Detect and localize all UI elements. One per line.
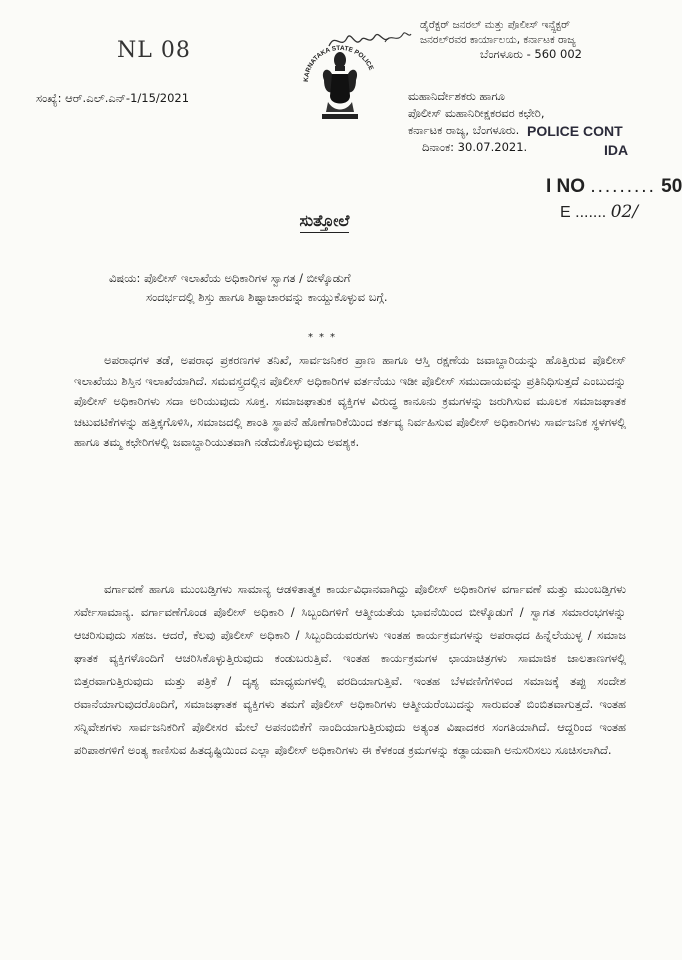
top-address-line3: ಬೆಂಗಳೂರು - 560 002 [480,47,582,61]
emblem-text: KARNATAKA STATE POLICE [302,44,375,83]
paragraph-2: ವರ್ಗಾವಣೆ ಹಾಗೂ ಮುಂಬಡ್ತಿಗಳು ಸಾಮಾನ್ಯ ಆಡಳಿತಾತ್ಮಕ ಕಾರ್ಯವಿಧಾನವಾಗಿದ್ದು ಪೊಲೀಸ್ ಅಧಿಕಾರಿಗಳ ವರ್ಗಾವಣೆ ಮತ್ತು ಮುಂಬಡ್ತಿಗಳು ಸರ್ವೇಸಾಮಾನ್ಯ. ವರ್ಗಾವಣೆಗೊಂಡ ಪೊಲೀಸ್ ಅಧಿಕಾರಿ / ಸಿಬ್ಬಂದಿಗಳಿಗೆ ಆತ್ಮೀಯತೆಯ ಭಾವನೆಯಿಂದ ಬೀಳ್ಕೊಡುಗೆ / ಸ್ವಾಗತ ಸಮಾರಂಭಗಳನ್ನು ಆಚರಿಸುವುದು ಸಹಜ. ಆದರೆ, ಕೆಲವು ಪೊಲೀಸ್ ಅಧಿಕಾರಿ / ಸಿಬ್ಬಂದಿಯವರುಗಳು ಇಂತಹ ಕಾರ್ಯಕ್ರಮಗಳನ್ನು ಅಪರಾಧದ ಹಿನ್ನೆಲೆಯುಳ್ಳ / ಸಮಾಜ ಘಾತಕ ವ್ಯಕ್ತಿಗಳೊಂದಿಗೆ ಆಚರಿಸಿಕೊಳ್ಳುತ್ತಿರುವುದು ಕಂಡುಬರುತ್ತಿವೆ. ಇಂತಹ ಕಾರ್ಯಕ್ರಮಗಳ ಛಾಯಾಚಿತ್ರಗಳು ಸಾಮಾಜಿಕ ಜಾಲತಾಣಗಳಲ್ಲಿ ಬಿತ್ತರವಾಗುತ್ತಿರುವುದು ಮತ್ತು ಪತ್ರಿಕೆ / ದೃಶ್ಯ ಮಾಧ್ಯಮಗಳಲ್ಲಿ ವರದಿಯಾಗುತ್ತಿವೆ. ಇಂತಹ ಬೆಳವಣಿಗೆಗಳಿಂದ ಸಮಾಜಕ್ಕೆ ತಪ್ಪು ಸಂದೇಶ ರವಾನೆಯಾಗುವುದರೊಂದಿಗೆ, ಸಮಾಜಘಾತಕ ವ್ಯಕ್ತಿಗಳು ತಮಗೆ ಪೊಲೀಸ್ ಅಧಿಕಾರಿಗಳು ಆತ್ಮೀಯರೆಂಬುದನ್ನು ಸಾರುವಂತೆ ಬಿಂಬಿತವಾಗುತ್ತದೆ. ಇಂತಹ ಸನ್ನಿವೇಶಗಳು ಸಾರ್ವಜನಿಕರಿಗೆ ಪೊಲೀಸರ ಮೇಲೆ ಅಪನಂಬಿಕೆಗೆ ನಾಂದಿಯಾಗುತ್ತಿರುವುದು ಅತ್ಯಂತ ವಿಷಾದಕರ ಸಂಗತಿಯಾಗಿದೆ. ಆದ್ದರಿಂದ ಇಂತಹ ಪರಿಪಾಠಗಳಿಗೆ ಅಂತ್ಯ ಕಾಣಿಸುವ ಹಿತದೃಷ್ಟಿಯಿಂದ ಎಲ್ಲಾ ಪೊಲೀಸ್ ಅಧಿಕಾರಿಗಳು ಈ ಕೆಳಕಂಡ ಕ್ರಮಗಳನ್ನು ಕಡ್ಡಾಯವಾಗಿ ಅನುಸರಿಸಲು ಸೂಚಿಸಲಾಗಿದೆ. [74,582,626,757]
stamp-date: E ....... 02/ [560,202,639,222]
stamp-number: I NO ......... 50 [546,176,682,197]
top-address-line2: ಜನರಲ್‌ರವರ ಕಾರ್ಯಾಲಯ, ಕರ್ನಾಟಕ ರಾಜ್ಯ [420,33,576,46]
top-address [420,18,655,62]
paragraph-1: ಅಪರಾಧಗಳ ತಡೆ, ಅಪರಾಧ ಪ್ರಕರಣಗಳ ತನಿಖೆ, ಸಾರ್ವಜನಿಕರ ಪ್ರಾಣ ಹಾಗೂ ಆಸ್ತಿ ರಕ್ಷಣೆಯ ಜವಾಬ್ದಾರಿಯನ್ನು ಹೊತ್ತಿರುವ ಪೊಲೀಸ್ ಇಲಾಖೆಯು ಶಿಸ್ತಿನ ಇಲಾಖೆಯಾಗಿದೆ. ಸಮವಸ್ತ್ರದಲ್ಲಿನ ಪೊಲೀಸ್ ಅಧಿಕಾರಿಗಳ ವರ್ತನೆಯು ಇಡೀ ಪೊಲೀಸ್ ಸಮುದಾಯವನ್ನು ಪ್ರತಿನಿಧಿಸುತ್ತದೆ ಎಂಬುದನ್ನು ಪೊಲೀಸ್ ಅಧಿಕಾರಿಗಳು ಸದಾ ಅರಿಯುವುದು ಸೂಕ್ತ. ಸಮಾಜಘಾತುಕ ವ್ಯಕ್ತಿಗಳ ವಿರುದ್ಧ ಕಾನೂನು ಕ್ರಮಗಳನ್ನು ಜರುಗಿಸುವ ಮೂಲಕ ಸಮಾಜಘಾತಕ ಚಟುವಟಿಕೆಗಳನ್ನು ಹತ್ತಿಕ್ಕಗೊಳಿಸಿ, ಸಮಾಜದಲ್ಲಿ ಶಾಂತಿ ಸ್ಥಾಪನೆ ಹೊಣೆಗಾರಿಕೆಯಿಂದ ಕರ್ತವ್ಯ ನಿರ್ವಹಿಸುವ ಪೊಲೀಸ್ ಅಧಿಕಾರಿಗಳು ಸಾರ್ವಜನಿಕ ಸ್ಥಳಗಳಲ್ಲಿ ಹಾಗೂ ತಮ್ಮ ಕಛೇರಿಗಳಲ್ಲಿ ಜವಾಬ್ದಾರಿಯುತವಾಗಿ ನಡೆದುಕೊಳ್ಳುವುದು ಅವಶ್ಯಕ. [74,353,626,449]
subject-line1: ವಿಷಯ: ಪೊಲೀಸ್ ಇಲಾಖೆಯ ಅಧಿಕಾರಿಗಳ ಸ್ವಾಗತ / ಬೀಳ್ಕೊಡುಗೆ [109,271,351,285]
stamp-line2: IDA [604,142,629,158]
office-date: ದಿನಾಂಕ: 30.07.2021. [422,140,528,154]
signature-icon [325,28,415,54]
office-line1: ಮಹಾನಿರ್ದೇಶಕರು ಹಾಗೂ [408,89,505,103]
stamp-date-label: E [560,204,571,221]
stamp-line1: POLICE CONT [527,123,623,139]
separator: *** [308,332,341,343]
stamp-no-label: I NO [546,176,586,197]
stamp-no-value: 50 [661,176,682,197]
page-title: ಸುತ್ತೋಲೆ [0,211,649,231]
office-line3: ಕರ್ನಾಟಕ ರಾಜ್ಯ, ಬೆಂಗಳೂರು. [408,123,520,137]
office-line2: ಪೊಲೀಸ್ ಮಹಾನಿರೀಕ್ಷಕರವರ ಕಛೇರಿ, [408,106,545,120]
stamp-date-value: 02/ [610,202,639,222]
subject-line2: ಸಂದರ್ಭದಲ್ಲಿ ಶಿಸ್ತು ಹಾಗೂ ಶಿಷ್ಟಾಚಾರವನ್ನು ಕಾಯ್ದುಕೊಳ್ಳುವ ಬಗ್ಗೆ. [146,290,388,304]
reference-number: ಸಂಖ್ಯೆ: ಆರ್.ಎಲ್.ಎನ್-1/15/2021 [36,91,190,105]
handwritten-note: NL 08 [117,38,191,63]
subject [109,269,589,307]
top-address-line1: ಡೈರೆಕ್ಟರ್ ಜನರಲ್ ಮತ್ತು ಪೊಲೀಸ್ ಇನ್ಸ್ಪೆಕ್ಟರ್ [420,19,571,31]
